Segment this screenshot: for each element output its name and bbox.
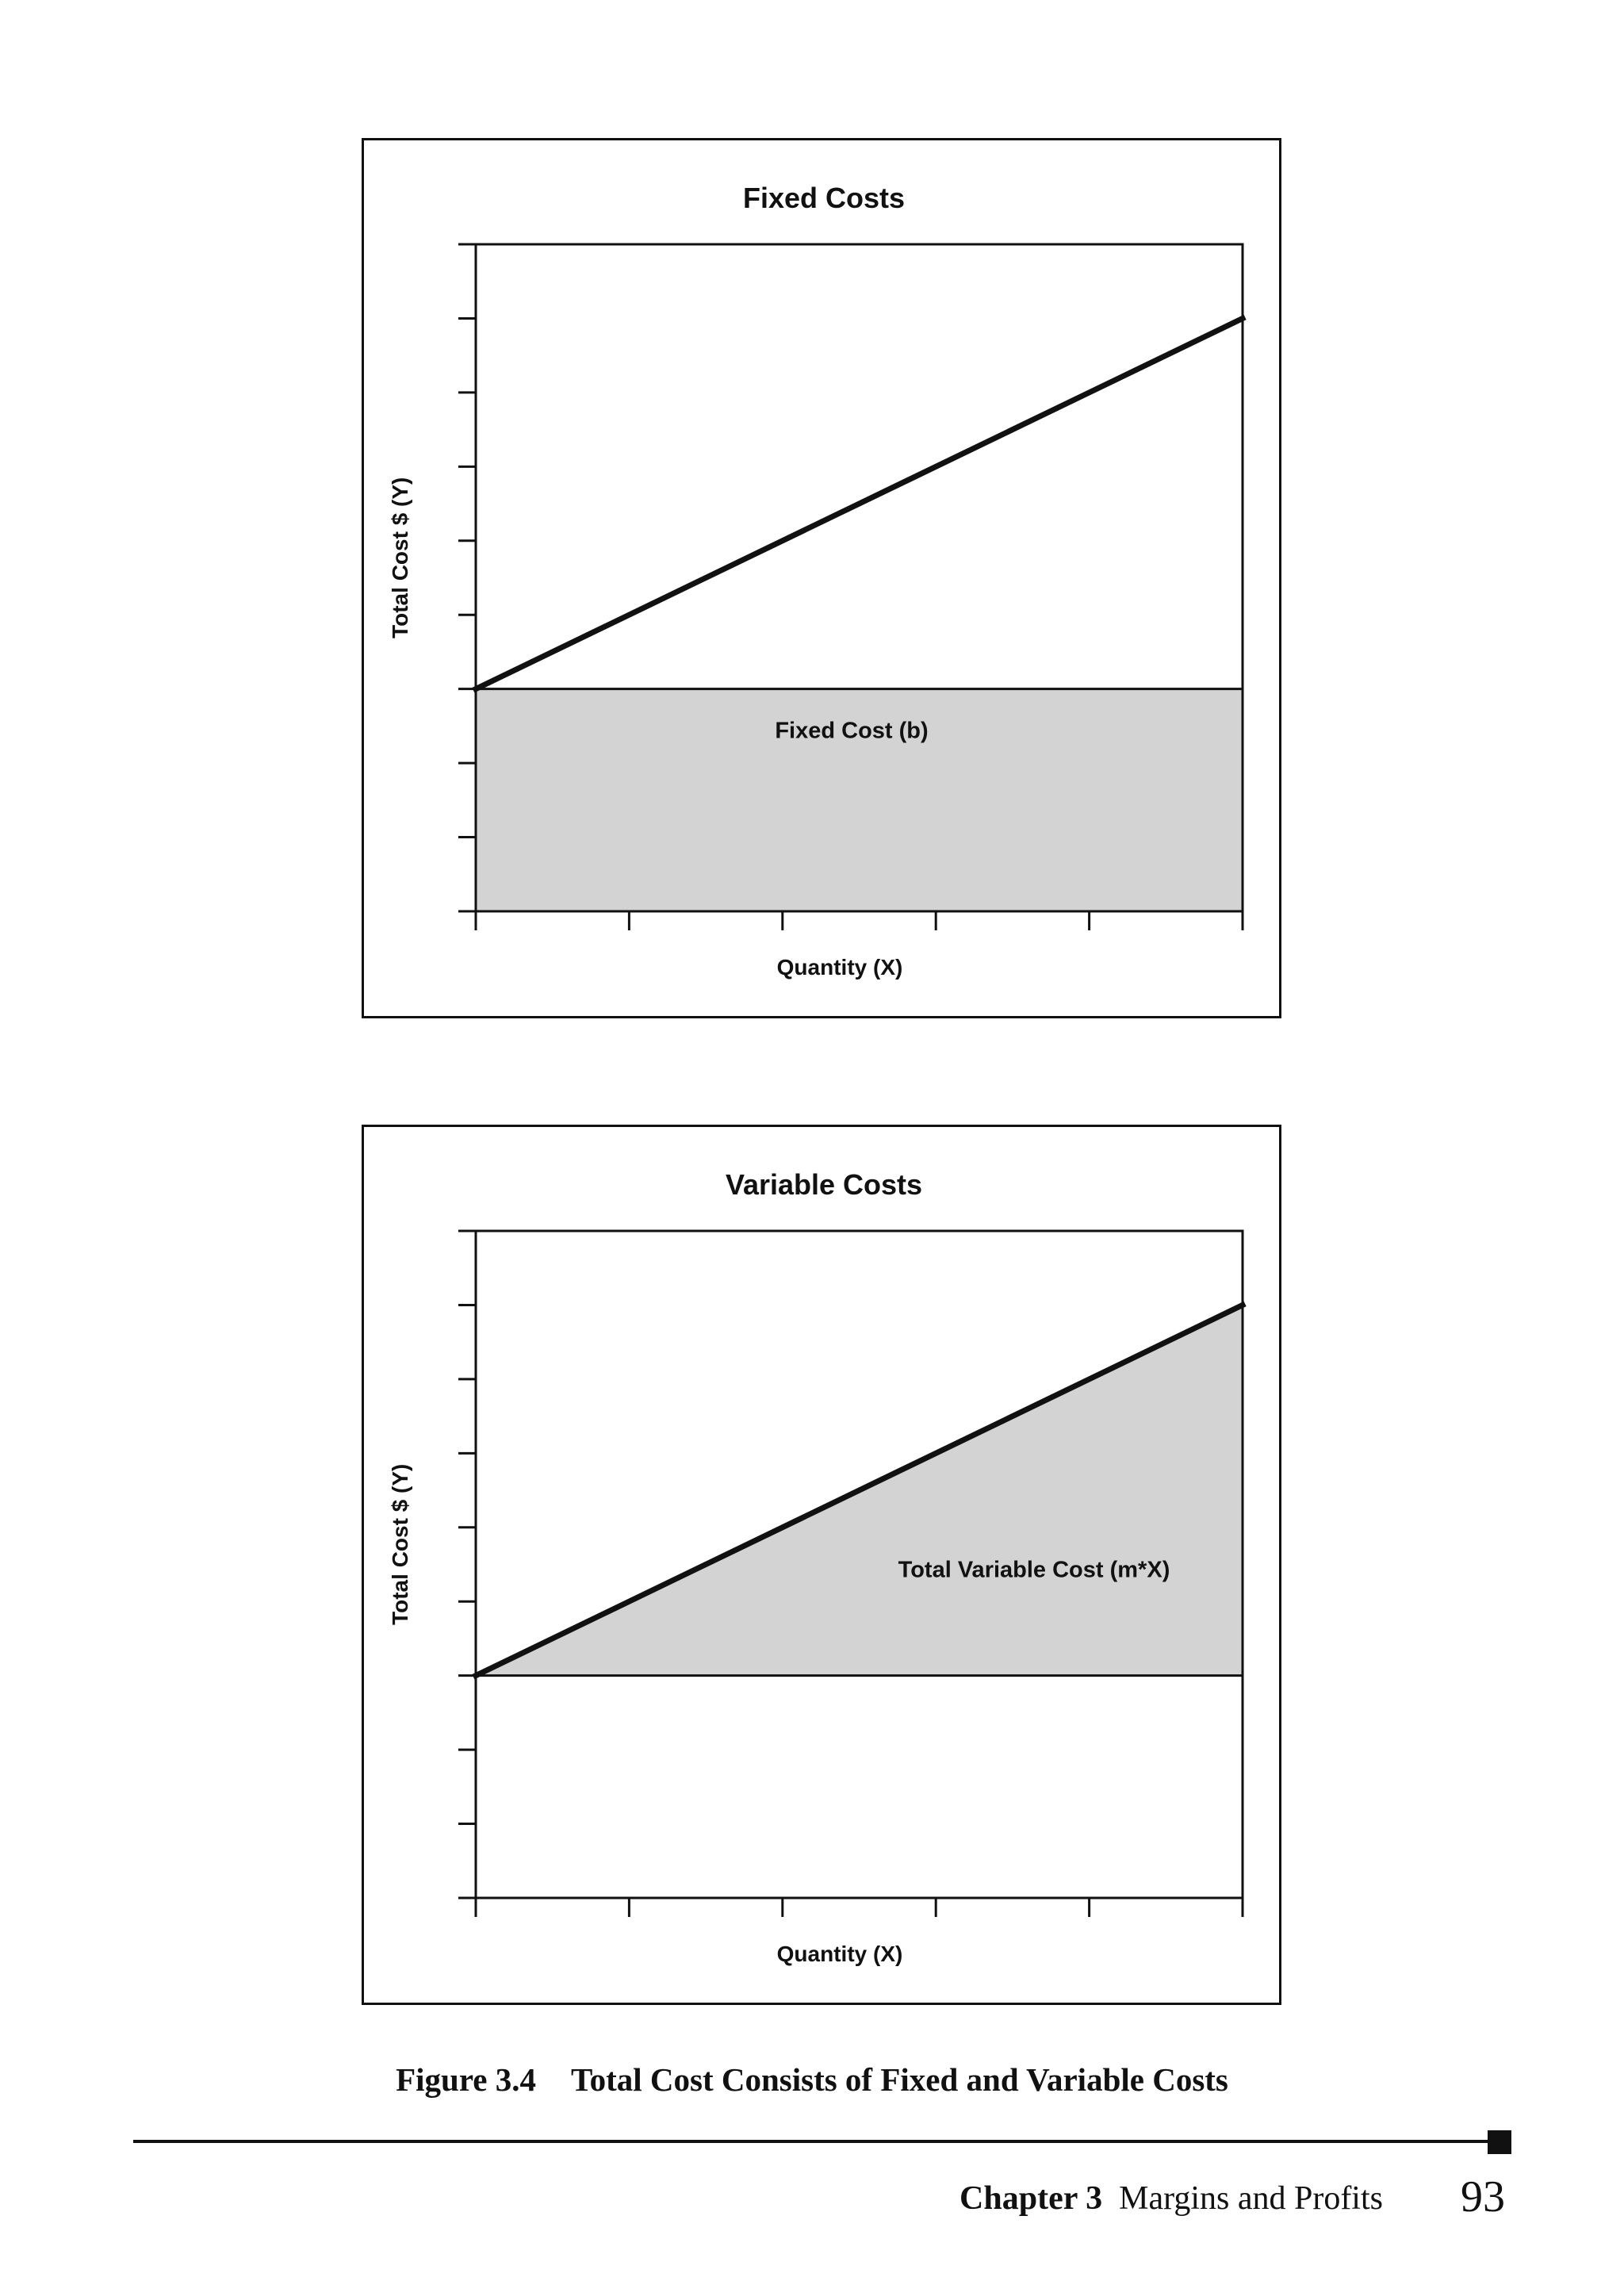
chart-title: Variable Costs — [725, 1168, 923, 1201]
fixed-costs-svg — [364, 140, 1284, 1021]
fixed-costs-chart — [362, 138, 1281, 1018]
x-axis-label: Quantity (X) — [776, 955, 903, 979]
y-axis-label: Total Cost $ (Y) — [388, 477, 412, 638]
chart-annotation: Total Variable Cost (m*X) — [898, 1557, 1170, 1583]
y-axis-label: Total Cost $ (Y) — [388, 1463, 412, 1625]
variable-costs-chart — [362, 1125, 1281, 2005]
footer-rule — [133, 2140, 1489, 2143]
running-footer — [959, 2179, 1383, 2218]
footer-square-marker — [1488, 2130, 1511, 2154]
figure-caption-text: Total Cost Consists of Fixed and Variable Costs — [571, 2061, 1228, 2098]
figure-caption — [0, 2061, 1624, 2099]
figure-caption-label: Figure 3.4 — [396, 2061, 537, 2098]
chapter-title: Margins and Profits — [1119, 2180, 1383, 2217]
chart-title: Fixed Costs — [742, 182, 906, 214]
chart-annotation: Fixed Cost (b) — [775, 718, 929, 744]
total-cost-line — [476, 318, 1243, 688]
chapter-label: Chapter 3 — [959, 2180, 1103, 2217]
x-axis-label: Quantity (X) — [776, 1942, 903, 1966]
variable-costs-svg — [364, 1127, 1284, 2007]
page-number: 93 — [1461, 2172, 1505, 2222]
